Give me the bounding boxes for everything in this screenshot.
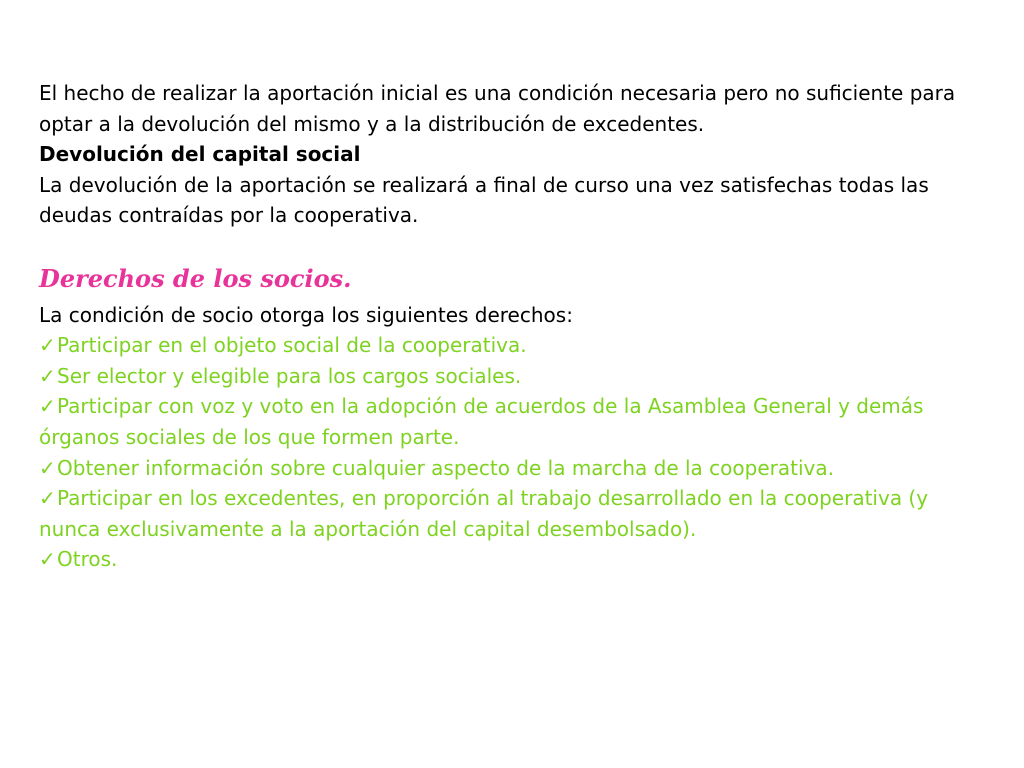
checkmark-icon: ✓ [39,333,56,358]
checkmark-icon: ✓ [39,363,56,388]
list-item [39,453,989,484]
checkmark-icon: ✓ [39,486,56,511]
list-item-text: Obtener información sobre cualquier aspecto de la marcha de la cooperativa. [57,455,834,480]
checkmark-icon: ✓ [39,455,56,480]
list-item [39,330,989,361]
rights-lead: La condición de socio otorga los siguientes derechos: [39,302,573,327]
intro-paragraph: El hecho de realizar la aportación inicial es una condición necesaria pero no suficiente para optar a la devolución del mismo y a la distribución de excedentes. [39,81,956,136]
list-item-text: Participar con voz y voto en la adopción de acuerdos de la Asamblea General y demás órganos sociales de los que formen parte. [39,394,924,449]
list-item-text: Ser elector y elegible para los cargos sociales. [57,363,522,388]
devolution-heading: Devolución del capital social [39,142,361,167]
list-item [39,544,989,575]
list-item-text: Otros. [57,547,118,572]
checkmark-icon: ✓ [39,394,56,419]
list-item-text: Participar en el objeto social de la cooperativa. [57,333,527,358]
rights-list [39,330,989,575]
spacer [39,231,989,262]
rights-title: Derechos de los socios. [39,263,352,293]
checkmark-icon: ✓ [39,547,56,572]
devolution-paragraph: La devolución de la aportación se realizará a final de curso una vez satisfechas todas las deudas contraídas por la cooperativa. [39,172,929,228]
list-item [39,391,989,452]
list-item [39,361,989,392]
list-item-text: Participar en los excedentes, en proporción al trabajo desarrollado en la cooperativa (y nunca exclusivamente a la aportación del capital desembolsado). [39,486,929,541]
list-item [39,483,989,544]
slide-content [39,78,989,575]
